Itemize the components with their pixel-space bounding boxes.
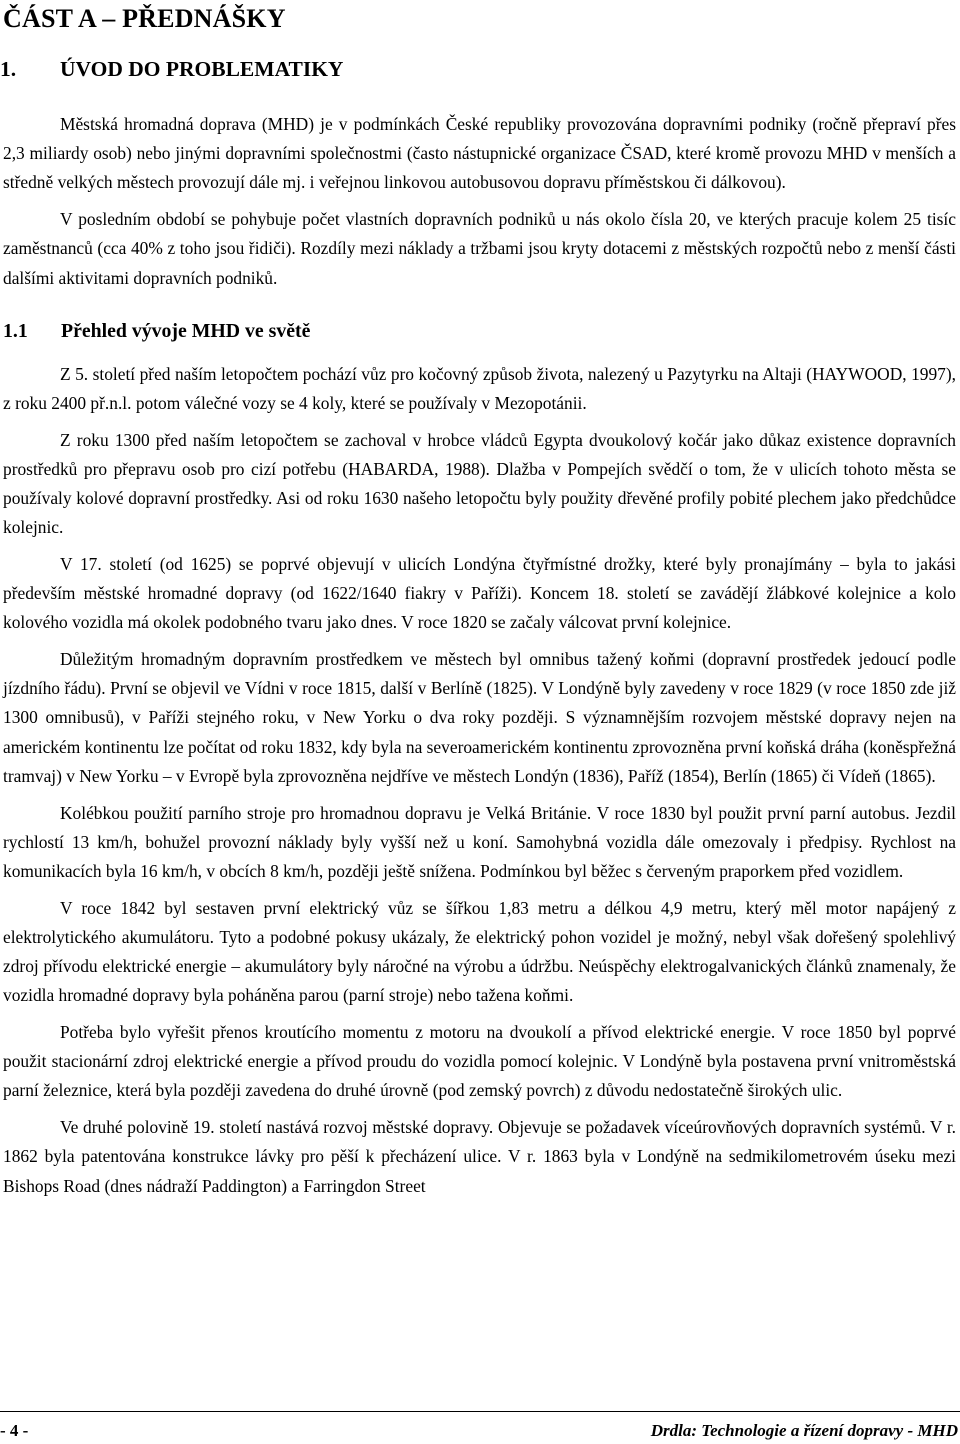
paragraph: Z 5. století před naším letopočtem pochází vůz pro kočovný způsob života, nalezený u Pazytyrku na Altaji (HAYWOOD, 1997), z roku 2400 př.n.l. potom válečné vozy se 4 koly, které se používaly v Mezopotánii. [3, 363, 956, 413]
paragraph: Kolébkou použití parního stroje pro hromadnou dopravu je Velká Británie. V roce 1830 byl použit první parní autobus. Jezdil rychlostí 13 km/h, bohužel provozní náklady byly vyšší než u koní. Samohybná vozidla dále omezovaly i předpisy. Rychlost na komunikacích byla 16 km/h, v obcích 8 km/h, později ještě snížena. Podmínkou byl běžec s červeným praporkem před vozidlem. [3, 802, 956, 881]
document-body [3, 110, 956, 1208]
paragraph: V 17. století (od 1625) se poprvé objevují v ulicích Londýna čtyřmístné drožky, které byly pronajímány – byla to jakási především městské hromadné dopravy (od 1622/1640 fiakry v Paříži). Koncem 18. století se zavádějí žlábkové kolejnice a kolo kolového vozidla má okolek podobného tvaru jako dnes. V roce 1820 se začaly válcovat první kolejnice. [3, 553, 956, 633]
part-title: ČÁST A – PŘEDNÁŠKY [3, 4, 286, 33]
paragraph: V posledním období se pohybuje počet vlastních dopravních podniků u nás okolo čísla 20, ve kterých pracuje kolem 25 tisíc zaměstnanců (cca 40% z toho jsou řidiči). Rozdíly mezi náklady a tržbami jsou kryty dotacemi z městských rozpočtů nebo z menší části dalšími aktivitami dopravních podniků. [3, 209, 956, 288]
chapter-title [0, 56, 343, 82]
section-number: 1.1 [3, 319, 28, 342]
footer-divider [0, 1411, 960, 1412]
chapter-title-text: ÚVOD DO PROBLEMATIKY [60, 57, 344, 81]
paragraph: Z roku 1300 před naším letopočtem se zachoval v hrobce vládců Egypta dvoukolový kočár jako důkaz existence dopravních prostředků pro přepravu osob pro cizí potřebu (HABARDA, 1988). Dlažba v Pompejích svědčí o tom, že v ulicích tohoto města se používaly kolové dopravní prostředky. Asi od roku 1630 našeho letopočtu byly použity dřevěné profily pobité plechem jako předchůdce kolejnic. [3, 429, 956, 538]
section-heading [3, 318, 956, 344]
paragraph: Městská hromadná doprava (MHD) je v podmínkách České republiky provozována dopravními podniky (ročně přepraví přes 2,3 miliardy osob) nebo jinými dopravními společnostmi (často nástupnické organizace ČSAD, které kromě provozu MHD v menších a středně velkých městech provozují dále mj. i veřejnou linkovou autobusovou dopravu příměstskou či dálkovou). [3, 114, 956, 193]
chapter-number: 1. [0, 57, 17, 81]
paragraph: Potřeba bylo vyřešit přenos kroutícího momentu z motoru na dvoukolí a přívod elektrické energie. V roce 1850 byl poprvé použit stacionární zdroj elektrické energie a přívod proudu do vozidla pomocí kolejnic. V Londýně byla postavena první vnitroměstská parní železnice, která byla později zavedena do druhé úrovně (pod zemský povrch) z důvodu nedostatečně širokých ulic. [3, 1021, 956, 1101]
paragraph: V roce 1842 byl sestaven první elektrický vůz se šířkou 1,83 metru a délkou 4,9 metru, který měl motor napájený z elektrolytického akumulátoru. Tyto a podobné pokusy ukázaly, že elektrický pohon vozidel je možný, nebyl však dořešený spolehlivý zdroj přívodu elektrické energie – akumulátory byly náročné na výrobu a údržbu. Neúspěchy elektrogalvanických článků znamenaly, že vozidla hromadné dopravy byla poháněna parou (parní stroje) nebo tažena koňmi. [3, 897, 956, 1006]
section-title-text: Přehled vývoje MHD ve světě [61, 319, 311, 342]
page-number: - 4 - [0, 1421, 29, 1440]
paragraph: Důležitým hromadným dopravním prostředkem ve městech byl omnibus tažený koňmi (dopravní prostředek jedoucí podle jízdního řádu). První se objevil ve Vídni v roce 1815, další v Berlíně (1825). V Londýně byly zavedeny v roce 1829 (v roce 1850 zde již 1300 omnibusů), v Paříži stejného roku, v New Yorku o dva roky později. S významnějším rozvojem městské dopravy nejen na americkém kontinentu lze počítat od roku 1832, kdy byla na severoamerickém kontinentu zprovozněna první koňská dráha (koněspřežná tramvaj) v New Yorku – v Evropě byla zprovozněna nejdříve ve městech Londýn (1836), Paříž (1854), Berlín (1865) či Vídeň (1865). [3, 649, 956, 786]
paragraph: Ve druhé polovině 19. století nastává rozvoj městské dopravy. Objevuje se požadavek víceúrovňových dopravních systémů. V r. 1862 byla patentována konstrukce lávky pro pěší k přecházení ulice. V r. 1863 byla v Londýně na sedmikilometrovém úseku mezi Bishops Road (dnes nádraží Paddington) a Farringdon Street [3, 1117, 956, 1196]
running-footer-title: Drdla: Technologie a řízení dopravy - MHD [650, 1421, 958, 1440]
